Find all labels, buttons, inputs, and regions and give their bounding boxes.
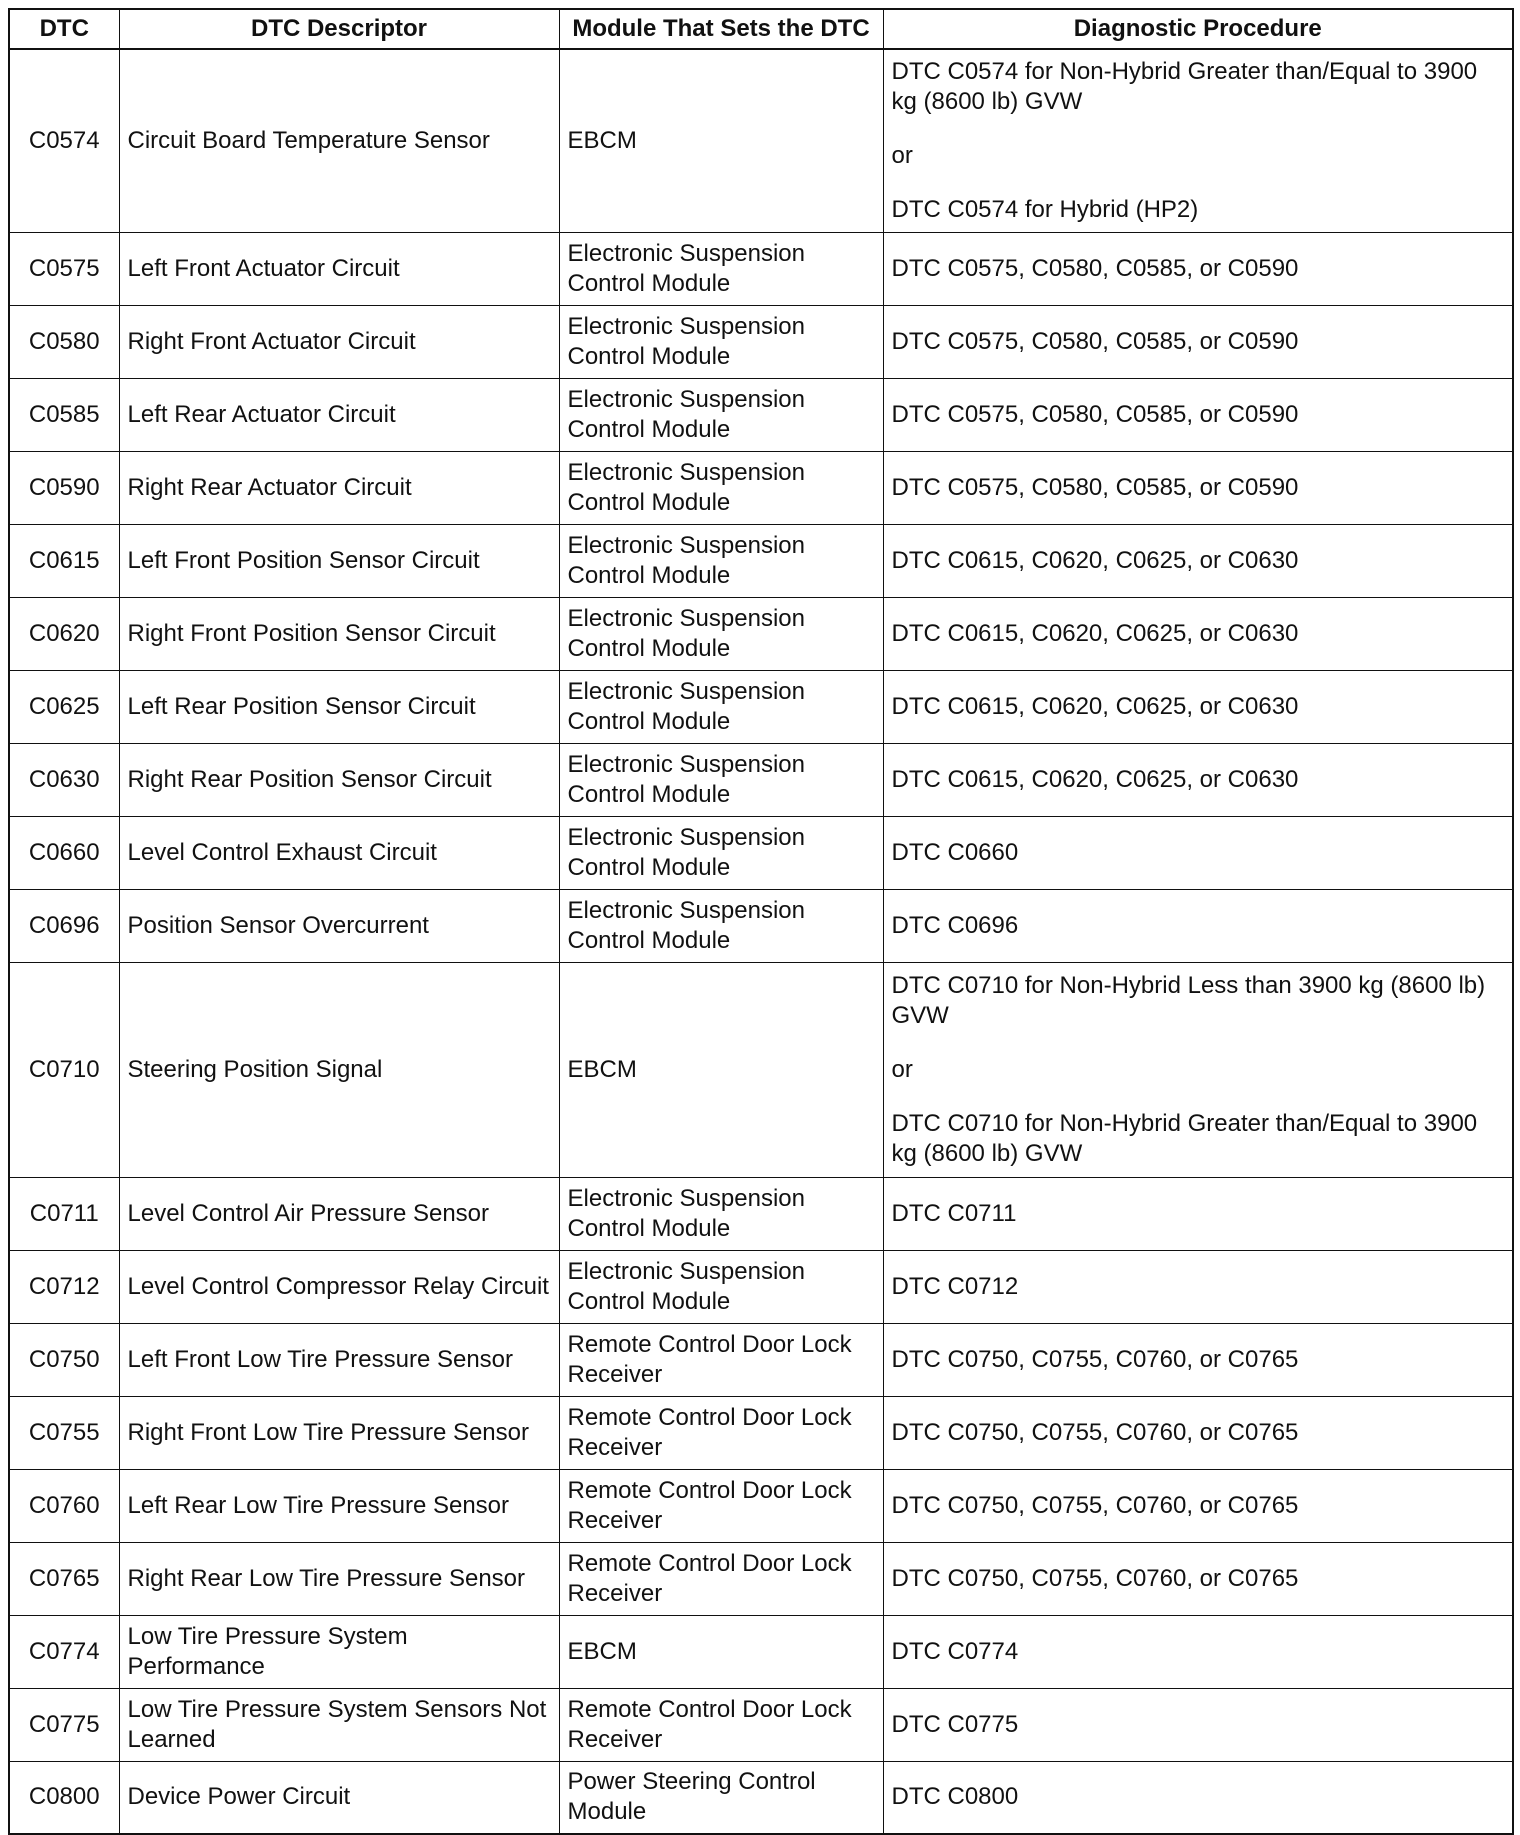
dtc-descriptor: Level Control Compressor Relay Circuit	[119, 1250, 559, 1323]
dtc-code: C0760	[9, 1469, 119, 1542]
table-row	[9, 597, 1513, 670]
dtc-descriptor: Left Rear Low Tire Pressure Sensor	[119, 1469, 559, 1542]
dtc-code: C0625	[9, 670, 119, 743]
procedure-link[interactable]: DTC C0750, C0755, C0760, or C0765	[883, 1469, 1513, 1542]
dtc-code: C0800	[9, 1761, 119, 1834]
table-row	[9, 670, 1513, 743]
procedure-link[interactable]: DTC C0575, C0580, C0585, or C0590	[883, 378, 1513, 451]
header-diagnostic-procedure: Diagnostic Procedure	[883, 9, 1513, 49]
module: EBCM	[559, 1615, 883, 1688]
table-row	[9, 232, 1513, 305]
dtc-table	[8, 8, 1514, 1835]
procedure-link[interactable]: DTC C0575, C0580, C0585, or C0590	[883, 305, 1513, 378]
module: Remote Control Door Lock Receiver	[559, 1323, 883, 1396]
module: Power Steering Control Module	[559, 1761, 883, 1834]
procedure-link[interactable]: DTC C0750, C0755, C0760, or C0765	[883, 1542, 1513, 1615]
module: Electronic Suspension Control Module	[559, 1177, 883, 1250]
table-row	[9, 1615, 1513, 1688]
dtc-code: C0750	[9, 1323, 119, 1396]
table-row	[9, 451, 1513, 524]
procedure-link[interactable]: DTC C0775	[883, 1688, 1513, 1761]
procedure-link[interactable]: DTC C0615, C0620, C0625, or C0630	[883, 743, 1513, 816]
table-row	[9, 1542, 1513, 1615]
procedure-link[interactable]: DTC C0615, C0620, C0625, or C0630	[883, 597, 1513, 670]
module: Remote Control Door Lock Receiver	[559, 1469, 883, 1542]
procedure-link[interactable]: DTC C0750, C0755, C0760, or C0765	[883, 1323, 1513, 1396]
dtc-descriptor: Steering Position Signal	[119, 962, 559, 1177]
dtc-code: C0710	[9, 962, 119, 1177]
procedure-link[interactable]: DTC C0712	[883, 1250, 1513, 1323]
dtc-descriptor: Position Sensor Overcurrent	[119, 889, 559, 962]
procedure-link[interactable]: DTC C0615, C0620, C0625, or C0630	[883, 524, 1513, 597]
table-row	[9, 889, 1513, 962]
dtc-descriptor: Device Power Circuit	[119, 1761, 559, 1834]
dtc-descriptor: Left Front Position Sensor Circuit	[119, 524, 559, 597]
procedure-link[interactable]: DTC C0711	[883, 1177, 1513, 1250]
procedure-link[interactable]: DTC C0660	[883, 816, 1513, 889]
dtc-descriptor: Right Rear Actuator Circuit	[119, 451, 559, 524]
module: Electronic Suspension Control Module	[559, 378, 883, 451]
procedure-link[interactable]: DTC C0574 for Non-Hybrid Greater than/Equal to 3900 kg (8600 lb) GVW	[891, 57, 1478, 115]
procedure-link[interactable]: DTC C0750, C0755, C0760, or C0765	[883, 1396, 1513, 1469]
procedure-link[interactable]: DTC C0575, C0580, C0585, or C0590	[883, 451, 1513, 524]
table-row	[9, 305, 1513, 378]
dtc-code: C0620	[9, 597, 119, 670]
dtc-code: C0575	[9, 232, 119, 305]
dtc-descriptor: Left Rear Actuator Circuit	[119, 378, 559, 451]
table-row	[9, 1177, 1513, 1250]
table-row	[9, 1761, 1513, 1834]
dtc-descriptor: Circuit Board Temperature Sensor	[119, 49, 559, 232]
table-row	[9, 378, 1513, 451]
dtc-descriptor: Low Tire Pressure System Sensors Not Learned	[119, 1688, 559, 1761]
table-row	[9, 1396, 1513, 1469]
table-row	[9, 743, 1513, 816]
module: EBCM	[559, 962, 883, 1177]
dtc-code: C0580	[9, 305, 119, 378]
module: Electronic Suspension Control Module	[559, 305, 883, 378]
dtc-descriptor: Low Tire Pressure System Performance	[119, 1615, 559, 1688]
table-row	[9, 1250, 1513, 1323]
procedure-link[interactable]: DTC C0575, C0580, C0585, or C0590	[883, 232, 1513, 305]
dtc-descriptor: Left Rear Position Sensor Circuit	[119, 670, 559, 743]
dtc-descriptor: Right Front Low Tire Pressure Sensor	[119, 1396, 559, 1469]
module: Electronic Suspension Control Module	[559, 1250, 883, 1323]
dtc-code: C0774	[9, 1615, 119, 1688]
diagnostic-procedure	[883, 49, 1513, 232]
dtc-code: C0765	[9, 1542, 119, 1615]
dtc-descriptor: Right Rear Low Tire Pressure Sensor	[119, 1542, 559, 1615]
procedure-link[interactable]: DTC C0615, C0620, C0625, or C0630	[883, 670, 1513, 743]
dtc-descriptor: Level Control Exhaust Circuit	[119, 816, 559, 889]
dtc-code: C0615	[9, 524, 119, 597]
dtc-descriptor: Right Rear Position Sensor Circuit	[119, 743, 559, 816]
dtc-code: C0590	[9, 451, 119, 524]
dtc-code: C0775	[9, 1688, 119, 1761]
dtc-code: C0574	[9, 49, 119, 232]
dtc-descriptor: Right Front Actuator Circuit	[119, 305, 559, 378]
dtc-code: C0585	[9, 378, 119, 451]
procedure-link[interactable]: DTC C0710 for Non-Hybrid Less than 3900 kg (8600 lb) GVW	[891, 971, 1486, 1029]
procedure-link[interactable]: DTC C0696	[883, 889, 1513, 962]
table-row	[9, 524, 1513, 597]
table-header-row	[9, 9, 1513, 49]
dtc-code: C0660	[9, 816, 119, 889]
module: Electronic Suspension Control Module	[559, 451, 883, 524]
header-module: Module That Sets the DTC	[559, 9, 883, 49]
table-row	[9, 1323, 1513, 1396]
dtc-descriptor: Left Front Low Tire Pressure Sensor	[119, 1323, 559, 1396]
table-row	[9, 1469, 1513, 1542]
table-row	[9, 962, 1513, 1177]
module: Electronic Suspension Control Module	[559, 524, 883, 597]
dtc-descriptor: Left Front Actuator Circuit	[119, 232, 559, 305]
procedure-or: or	[891, 1055, 913, 1083]
module: Electronic Suspension Control Module	[559, 597, 883, 670]
dtc-descriptor: Level Control Air Pressure Sensor	[119, 1177, 559, 1250]
module: Electronic Suspension Control Module	[559, 670, 883, 743]
procedure-link[interactable]: DTC C0774	[883, 1615, 1513, 1688]
module: Electronic Suspension Control Module	[559, 232, 883, 305]
procedure-link[interactable]: DTC C0710 for Non-Hybrid Greater than/Equal to 3900 kg (8600 lb) GVW	[891, 1109, 1478, 1167]
dtc-descriptor: Right Front Position Sensor Circuit	[119, 597, 559, 670]
module: Electronic Suspension Control Module	[559, 743, 883, 816]
dtc-table-wrapper	[8, 8, 1512, 1835]
procedure-link[interactable]: DTC C0574 for Hybrid (HP2)	[891, 195, 1199, 223]
dtc-code: C0711	[9, 1177, 119, 1250]
table-row	[9, 1688, 1513, 1761]
dtc-code: C0755	[9, 1396, 119, 1469]
diagnostic-procedure	[883, 962, 1513, 1177]
module: Remote Control Door Lock Receiver	[559, 1396, 883, 1469]
table-row	[9, 49, 1513, 232]
module: Remote Control Door Lock Receiver	[559, 1542, 883, 1615]
header-dtc-descriptor: DTC Descriptor	[119, 9, 559, 49]
module: Electronic Suspension Control Module	[559, 816, 883, 889]
procedure-link[interactable]: DTC C0800	[883, 1761, 1513, 1834]
table-row	[9, 816, 1513, 889]
module: EBCM	[559, 49, 883, 232]
dtc-code: C0630	[9, 743, 119, 816]
dtc-code: C0696	[9, 889, 119, 962]
module: Electronic Suspension Control Module	[559, 889, 883, 962]
module: Remote Control Door Lock Receiver	[559, 1688, 883, 1761]
dtc-code: C0712	[9, 1250, 119, 1323]
header-dtc: DTC	[9, 9, 119, 49]
procedure-or: or	[891, 141, 913, 169]
